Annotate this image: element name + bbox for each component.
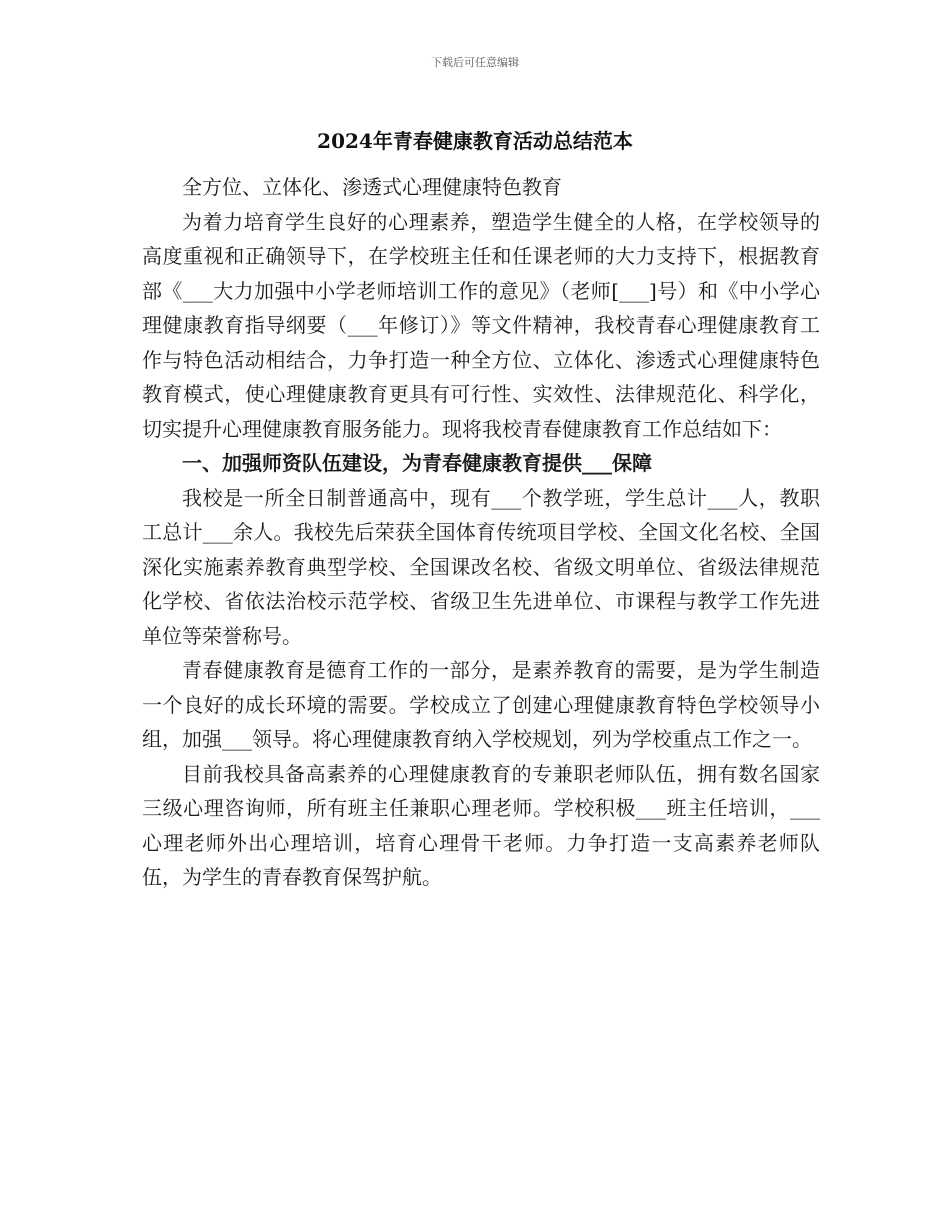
intro-paragraph: 为着力培育学生良好的心理素养，塑造学生健全的人格，在学校领导的高度重视和正确领导下，在学校班主任和任课老师的大力支持下，根据教育部《___大力加强中小学老师培训工作的意见》（老师[___]号）和《中小学心理健康教育指导纲要（___年修订）》等文件精神，我校青春心理健康教育工作与特色活动相结合，力争打造一种全方位、立体化、渗透式心理健康特色教育模式，使心理健康教育更具有可行性、实效性、法律规范化、科学化，切实提升心理健康教育服务能力。现将我校青春健康教育工作总结如下： [142, 209, 820, 441]
section-heading: 一、加强师资队伍建设，为青春健康教育提供___保障 [182, 451, 652, 475]
school-overview-paragraph: 我校是一所全日制普通高中，现有___个教学班，学生总计___人，教职工总计___余人。我校先后荣获全国体育传统项目学校、全国文化名校、全国深化实施素养教育典型学校、全国课改名校、省级文明单位、省级法律规范化学校、省依法治校示范学校、省级卫生先进单位、市课程与教学工作先进单位等荣誉称号。 [142, 485, 820, 648]
section-subtitle: 全方位、立体化、渗透式心理健康特色教育 [182, 175, 562, 199]
header-note: 下载后可任意编辑 [431, 56, 519, 69]
document-title: 2024年青春健康教育活动总结范本 [317, 129, 633, 153]
education-role-paragraph: 青春健康教育是德育工作的一部分，是素养教育的需要，是为学生制造一个良好的成长环境的需要。学校成立了创建心理健康教育特色学校领导小组，加强___领导。将心理健康教育纳入学校规划，列为学校重点工作之一。 [142, 658, 820, 751]
document-body [142, 170, 820, 895]
teacher-team-paragraph: 目前我校具备高素养的心理健康教育的专兼职老师队伍，拥有数名国家三级心理咨询师，所有班主任兼职心理老师。学校积极___班主任培训，___心理老师外出心理培训，培育心理骨干老师。力争打造一支高素养老师队伍，为学生的青春教育保驾护航。 [142, 761, 820, 889]
